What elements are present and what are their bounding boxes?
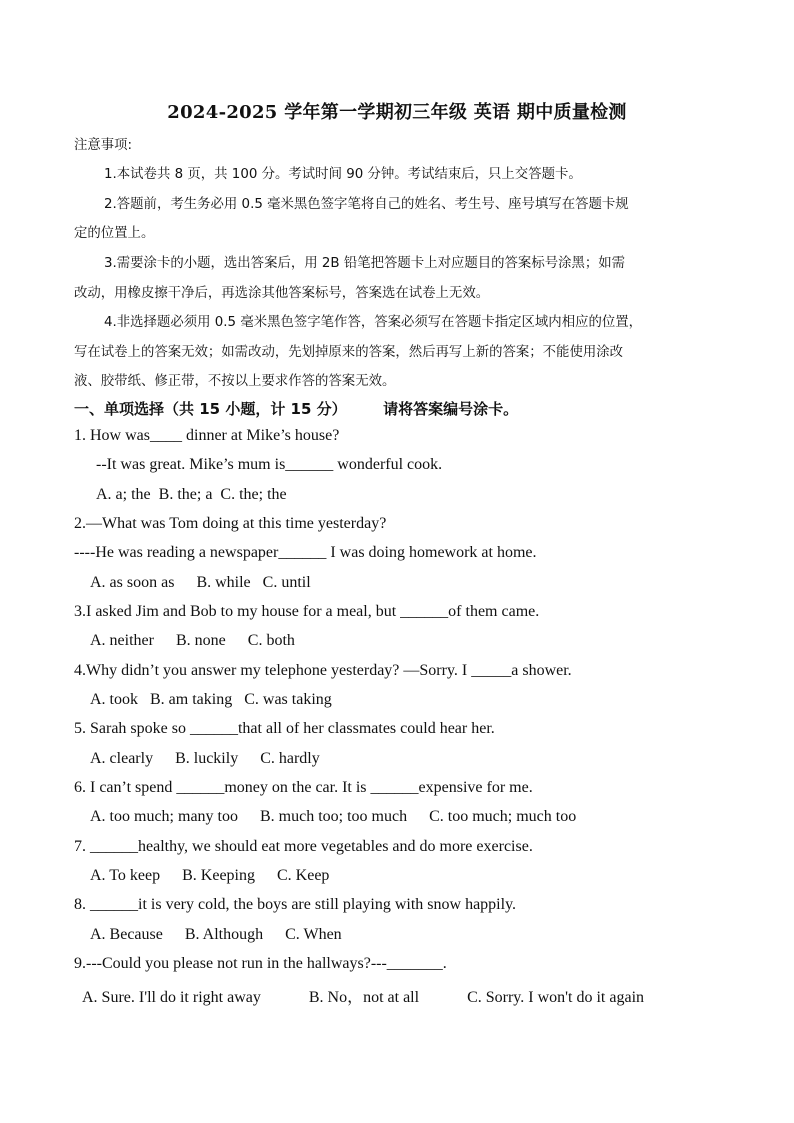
- question-1-options: [96, 486, 746, 504]
- option-a[interactable]: A. took: [90, 691, 138, 708]
- page-title: 2024-2025 学年第一学期初三年级 英语 期中质量检测: [167, 102, 627, 123]
- question-2: 2.—What was Tom doing at this time yesterday?: [74, 515, 387, 532]
- option-a[interactable]: A. clearly: [90, 750, 154, 767]
- option-c[interactable]: C. Keep: [277, 867, 330, 884]
- question-5-options: [90, 750, 740, 768]
- question-1: 1. How was____ dinner at Mike’s house?: [74, 427, 340, 444]
- notice-heading: 注意事项:: [74, 138, 133, 153]
- option-b[interactable]: B. the; a: [158, 486, 213, 503]
- question-3: 3.I asked Jim and Bob to my house for a meal, but ______of them came.: [74, 603, 540, 620]
- question-5: 5. Sarah spoke so ______that all of her classmates could hear her.: [74, 720, 495, 737]
- section-instruction: 请将答案编号涂卡。: [383, 400, 519, 418]
- question-9-options: [82, 984, 732, 1007]
- option-a[interactable]: A. as soon as: [90, 574, 175, 591]
- notice-item-1: 1.本试卷共 8 页，共 100 分。考试时间 90 分钟。考试结束后，只上交答题卡。: [104, 167, 582, 182]
- option-c[interactable]: C. too much; much too: [429, 808, 577, 825]
- option-b[interactable]: B. Keeping: [182, 867, 255, 884]
- notice-item-2: 2.答题前，考生务必用 0.5 毫米黑色签字笔将自己的姓名、考生号、座号填写在答题卡规: [104, 197, 629, 212]
- question-8-options: [90, 926, 740, 944]
- notice-item-4: 4.非选择题必须用 0.5 毫米黑色签字笔作答，答案必须写在答题卡指定区域内相应的位置，: [104, 315, 643, 330]
- option-c[interactable]: C. was taking: [244, 691, 332, 708]
- option-c[interactable]: C. Sorry. I won't do it again: [467, 989, 645, 1006]
- option-b[interactable]: B. Although: [184, 926, 264, 943]
- option-a[interactable]: A. a; the: [96, 486, 151, 503]
- section-heading: [74, 398, 724, 419]
- option-a[interactable]: A. too much; many too: [90, 808, 238, 825]
- question-6: 6. I can’t spend ______money on the car. It is ______expensive for me.: [74, 779, 533, 796]
- question-4-options: [90, 691, 740, 709]
- option-b[interactable]: B. luckily: [175, 750, 239, 767]
- question-4: 4.Why didn’t you answer my telephone yesterday? —Sorry. I _____a shower.: [74, 662, 572, 679]
- question-6-options: [90, 808, 740, 826]
- option-c[interactable]: C. hardly: [260, 750, 320, 767]
- option-b[interactable]: B. much too; too much: [259, 808, 408, 825]
- option-c[interactable]: C. both: [247, 632, 295, 649]
- option-c[interactable]: C. the; the: [220, 486, 287, 503]
- notice-item-2-cont: 定的位置上。: [74, 226, 155, 241]
- option-b[interactable]: B. while: [196, 574, 251, 591]
- option-c[interactable]: C. until: [262, 574, 311, 591]
- option-c[interactable]: C. When: [285, 926, 342, 943]
- notice-item-3: 3.需要涂卡的小题，选出答案后，用 2B 铅笔把答题卡上对应题目的答案标号涂黑；如需: [104, 256, 626, 271]
- section-title: 一、单项选择（共 15 小题，计 15 分）: [74, 400, 347, 418]
- question-3-options: [90, 632, 740, 650]
- notice-item-3-cont: 改动，用橡皮擦干净后，再选涂其他答案标号，答案选在试卷上无效。: [74, 286, 490, 301]
- notice-item-4-cont2: 液、胶带纸、修正带，不按以上要求作答的答案无效。: [74, 374, 396, 389]
- question-2-reply: ----He was reading a newspaper______ I was doing homework at home.: [74, 544, 537, 561]
- option-a[interactable]: A. To keep: [90, 867, 161, 884]
- option-a[interactable]: A. neither: [90, 632, 154, 649]
- question-2-options: [90, 574, 740, 592]
- question-7: 7. ______healthy, we should eat more vegetables and do more exercise.: [74, 838, 533, 855]
- option-a[interactable]: A. Sure. I'll do it right away: [82, 989, 261, 1006]
- option-b[interactable]: B. No，not at all: [308, 989, 420, 1006]
- question-9: 9.---Could you please not run in the hallways?---_______.: [74, 955, 447, 972]
- notice-item-4-cont: 写在试卷上的答案无效；如需改动，先划掉原来的答案，然后再写上新的答案；不能使用涂改: [74, 345, 624, 360]
- question-8: 8. ______it is very cold, the boys are still playing with snow happily.: [74, 896, 517, 913]
- question-7-options: [90, 867, 740, 885]
- option-a[interactable]: A. Because: [90, 926, 163, 943]
- question-1-reply: --It was great. Mike’s mum is______ wonderful cook.: [96, 456, 443, 473]
- option-b[interactable]: B. none: [175, 632, 226, 649]
- option-b[interactable]: B. am taking: [150, 691, 233, 708]
